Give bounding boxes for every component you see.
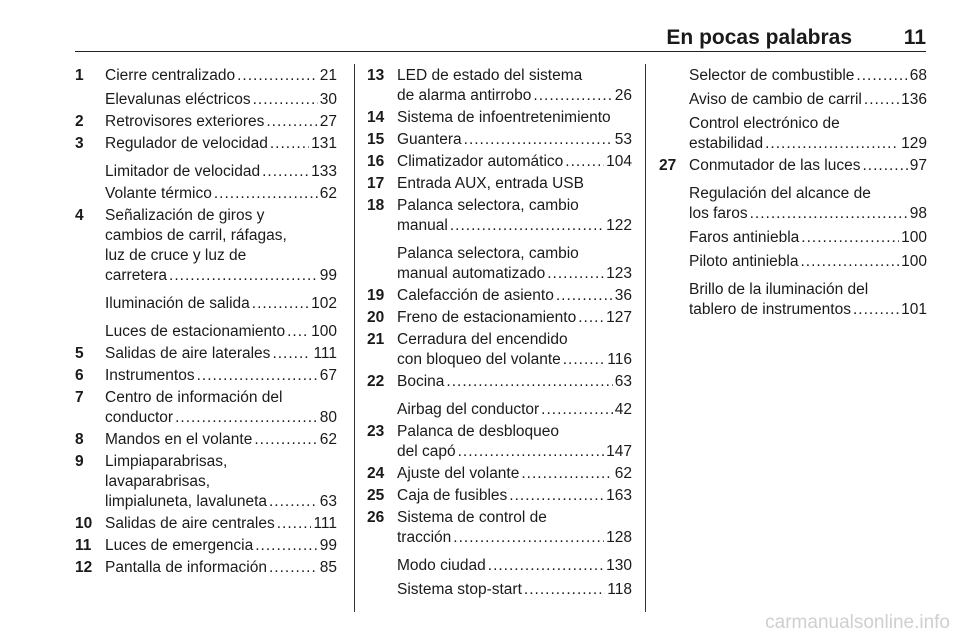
item-number: 5 bbox=[75, 345, 84, 362]
entry-label: estabilidad bbox=[689, 135, 764, 152]
entry-label: tracción bbox=[397, 529, 452, 546]
page-reference[interactable]: 68 bbox=[909, 67, 927, 84]
item-number: 9 bbox=[75, 453, 84, 470]
index-column-1 bbox=[75, 64, 337, 578]
index-entry[interactable] bbox=[367, 556, 632, 576]
index-entry[interactable] bbox=[75, 294, 337, 314]
entry-label: del capó bbox=[397, 443, 456, 460]
index-entry[interactable] bbox=[659, 280, 927, 320]
entry-label: Bocina bbox=[397, 373, 445, 390]
index-entry[interactable] bbox=[75, 366, 337, 386]
entry-label: Guantera bbox=[397, 131, 462, 148]
dot-leader bbox=[533, 86, 612, 106]
page-reference[interactable]: 63 bbox=[614, 373, 632, 390]
page-reference[interactable]: 62 bbox=[319, 431, 337, 448]
dot-leader bbox=[197, 366, 318, 386]
index-entry[interactable] bbox=[75, 206, 337, 286]
item-number: 13 bbox=[367, 67, 385, 84]
dot-leader bbox=[450, 216, 604, 236]
page-reference[interactable]: 111 bbox=[313, 515, 337, 532]
dot-leader bbox=[800, 252, 899, 272]
item-number: 18 bbox=[367, 197, 385, 214]
index-entry[interactable] bbox=[367, 508, 632, 548]
dot-leader bbox=[277, 514, 312, 534]
dot-leader bbox=[262, 162, 309, 182]
page-reference[interactable]: 30 bbox=[319, 91, 337, 108]
page-reference[interactable]: 123 bbox=[606, 265, 632, 282]
dot-leader bbox=[765, 134, 899, 154]
item-number: 21 bbox=[367, 331, 385, 348]
entry-label: Climatizador automático bbox=[397, 153, 564, 170]
page-reference[interactable]: 111 bbox=[313, 345, 337, 362]
index-entry[interactable] bbox=[659, 228, 927, 248]
entry-label: Sistema de control de bbox=[397, 509, 547, 526]
page-reference[interactable]: 122 bbox=[606, 217, 632, 234]
entry-label: Faros antiniebla bbox=[689, 229, 800, 246]
entry-label: Freno de estacionamiento bbox=[397, 309, 577, 326]
entry-label: Piloto antiniebla bbox=[689, 253, 799, 270]
entry-label: Sistema de infoentretenimiento bbox=[397, 109, 611, 126]
dot-leader bbox=[524, 580, 605, 600]
dot-leader bbox=[464, 130, 613, 150]
page-reference[interactable]: 21 bbox=[319, 67, 337, 84]
dot-leader bbox=[541, 400, 613, 420]
item-number: 6 bbox=[75, 367, 84, 384]
page-reference[interactable]: 98 bbox=[909, 205, 927, 222]
entry-label: Conmutador de las luces bbox=[689, 157, 861, 174]
page-reference[interactable]: 99 bbox=[319, 537, 337, 554]
entry-label: Airbag del conductor bbox=[397, 401, 540, 418]
dot-leader bbox=[266, 112, 317, 132]
item-number: 11 bbox=[75, 537, 92, 554]
index-entry[interactable] bbox=[367, 286, 632, 306]
page-reference[interactable]: 36 bbox=[614, 287, 632, 304]
item-number: 8 bbox=[75, 431, 84, 448]
index-column-2 bbox=[367, 64, 632, 600]
index-entry[interactable] bbox=[75, 558, 337, 578]
page-reference[interactable]: 85 bbox=[319, 559, 337, 576]
page-reference[interactable]: 42 bbox=[614, 401, 632, 418]
dot-leader bbox=[801, 228, 899, 248]
index-entry[interactable] bbox=[367, 330, 632, 370]
item-number: 16 bbox=[367, 153, 385, 170]
index-entry[interactable] bbox=[367, 400, 632, 420]
dot-leader bbox=[864, 90, 899, 110]
index-column-3 bbox=[659, 64, 927, 320]
entry-label: conductor bbox=[105, 409, 174, 426]
item-number: 3 bbox=[75, 135, 84, 152]
dot-leader bbox=[169, 266, 318, 286]
entry-label: Caja de fusibles bbox=[397, 487, 508, 504]
index-entry[interactable] bbox=[367, 130, 632, 150]
dot-leader bbox=[563, 350, 606, 370]
entry-label: Pantalla de información bbox=[105, 559, 267, 576]
index-entry[interactable] bbox=[367, 580, 632, 600]
entry-label: manual bbox=[397, 217, 448, 234]
entry-label: Limpiaparabrisas, bbox=[105, 453, 228, 470]
index-entry[interactable] bbox=[75, 430, 337, 450]
page-reference[interactable]: 27 bbox=[319, 113, 337, 130]
page-reference[interactable]: 53 bbox=[614, 131, 632, 148]
index-entry[interactable] bbox=[367, 66, 632, 106]
dot-leader bbox=[254, 430, 317, 450]
dot-leader bbox=[255, 536, 318, 556]
dot-leader bbox=[446, 372, 612, 392]
dot-leader bbox=[856, 66, 907, 86]
entry-label: Salidas de aire laterales bbox=[105, 345, 271, 362]
entry-label: Brillo de la iluminación del bbox=[689, 281, 869, 298]
page-number: 11 bbox=[903, 26, 926, 49]
page-reference[interactable]: 128 bbox=[606, 529, 632, 546]
entry-label: Regulador de velocidad bbox=[105, 135, 268, 152]
entry-label: Instrumentos bbox=[105, 367, 195, 384]
index-entry[interactable] bbox=[367, 308, 632, 328]
index-entry[interactable] bbox=[367, 152, 632, 172]
column-divider bbox=[354, 64, 355, 612]
item-number: 7 bbox=[75, 389, 84, 406]
item-number: 2 bbox=[75, 113, 84, 130]
dot-leader bbox=[269, 558, 318, 578]
entry-label: luz de cruce y luz de bbox=[105, 247, 247, 264]
index-entry[interactable] bbox=[659, 156, 927, 176]
index-entry[interactable] bbox=[75, 90, 337, 110]
item-number: 26 bbox=[367, 509, 385, 526]
entry-label: Limitador de velocidad bbox=[105, 163, 261, 180]
page-reference[interactable]: 26 bbox=[614, 87, 632, 104]
dot-leader bbox=[565, 152, 604, 172]
index-entry[interactable] bbox=[659, 252, 927, 272]
index-entry[interactable] bbox=[367, 108, 632, 128]
index-entry[interactable] bbox=[659, 90, 927, 110]
entry-label: tablero de instrumentos bbox=[689, 301, 851, 318]
entry-label: Palanca selectora, cambio bbox=[397, 245, 579, 262]
index-entry[interactable] bbox=[367, 174, 632, 194]
page-reference[interactable]: 104 bbox=[606, 153, 632, 170]
dot-leader bbox=[237, 66, 318, 86]
dot-leader bbox=[269, 492, 318, 512]
entry-label: Selector de combustible bbox=[689, 67, 855, 84]
dot-leader bbox=[509, 486, 604, 506]
entry-label: Iluminación de salida bbox=[105, 295, 250, 312]
page-title: En pocas palabras bbox=[666, 26, 852, 49]
dot-leader bbox=[253, 90, 318, 110]
dot-leader bbox=[547, 264, 604, 284]
dot-leader bbox=[272, 344, 311, 364]
entry-label: Mandos en el volante bbox=[105, 431, 253, 448]
dot-leader bbox=[214, 184, 318, 204]
item-number: 4 bbox=[75, 207, 84, 224]
index-entry[interactable] bbox=[367, 486, 632, 506]
entry-label: Regulación del alcance de bbox=[689, 185, 871, 202]
entry-label: Volante térmico bbox=[105, 185, 212, 202]
entry-label: Modo ciudad bbox=[397, 557, 486, 574]
index-entry[interactable] bbox=[659, 114, 927, 154]
page-reference[interactable]: 102 bbox=[311, 295, 337, 312]
dot-leader bbox=[458, 442, 605, 462]
index-entry[interactable] bbox=[75, 388, 337, 428]
page-reference[interactable]: 116 bbox=[607, 351, 632, 368]
page-reference[interactable]: 80 bbox=[319, 409, 337, 426]
page-reference[interactable]: 62 bbox=[614, 465, 632, 482]
page-reference[interactable]: 129 bbox=[901, 135, 927, 152]
page-reference[interactable]: 136 bbox=[901, 91, 927, 108]
entry-label: Cierre centralizado bbox=[105, 67, 236, 84]
index-entry[interactable] bbox=[75, 134, 337, 154]
entry-label: cambios de carril, ráfagas, bbox=[105, 227, 287, 244]
page-reference[interactable]: 163 bbox=[606, 487, 632, 504]
page-reference[interactable]: 131 bbox=[311, 135, 337, 152]
entry-label: Señalización de giros y bbox=[105, 207, 265, 224]
entry-label: Elevalunas eléctricos bbox=[105, 91, 251, 108]
item-number: 19 bbox=[367, 287, 385, 304]
header-rule bbox=[75, 51, 926, 52]
item-number: 12 bbox=[75, 559, 93, 576]
dot-leader bbox=[521, 464, 612, 484]
entry-label: lavaparabrisas, bbox=[105, 473, 211, 490]
entry-label: Sistema stop-start bbox=[397, 581, 522, 598]
dot-leader bbox=[252, 294, 309, 314]
watermark: carmanualsonline.info bbox=[765, 612, 950, 633]
index-entry[interactable] bbox=[75, 514, 337, 534]
dot-leader bbox=[488, 556, 604, 576]
page-header bbox=[0, 0, 960, 52]
page-reference[interactable]: 127 bbox=[606, 309, 632, 326]
item-number: 1 bbox=[75, 67, 84, 84]
dot-leader bbox=[556, 286, 613, 306]
index-entry[interactable] bbox=[367, 422, 632, 462]
dot-leader bbox=[175, 408, 318, 428]
entry-label: limpialuneta, lavaluneta bbox=[105, 493, 267, 510]
index-entry[interactable] bbox=[659, 184, 927, 224]
dot-leader bbox=[862, 156, 907, 176]
entry-label: Palanca de desbloqueo bbox=[397, 423, 560, 440]
entry-label: Retrovisores exteriores bbox=[105, 113, 265, 130]
page-reference[interactable]: 100 bbox=[311, 323, 337, 340]
dot-leader bbox=[578, 308, 604, 328]
entry-label: con bloqueo del volante bbox=[397, 351, 561, 368]
item-number: 23 bbox=[367, 423, 385, 440]
entry-label: Control electrónico de bbox=[689, 115, 840, 132]
entry-label: Calefacción de asiento bbox=[397, 287, 554, 304]
index-entry[interactable] bbox=[367, 244, 632, 284]
item-number: 10 bbox=[75, 515, 93, 532]
entry-label: Luces de emergencia bbox=[105, 537, 254, 554]
index-entry[interactable] bbox=[367, 464, 632, 484]
item-number: 17 bbox=[367, 175, 385, 192]
page-reference[interactable]: 67 bbox=[319, 367, 337, 384]
page-reference[interactable]: 147 bbox=[606, 443, 632, 460]
index-entry[interactable] bbox=[75, 452, 337, 512]
entry-label: Cerradura del encendido bbox=[397, 331, 568, 348]
entry-label: carretera bbox=[105, 267, 168, 284]
dot-leader bbox=[270, 134, 309, 154]
item-number: 15 bbox=[367, 131, 385, 148]
page-reference[interactable]: 133 bbox=[311, 163, 337, 180]
page-reference[interactable]: 100 bbox=[901, 229, 927, 246]
page-reference[interactable]: 63 bbox=[319, 493, 337, 510]
index-entry[interactable] bbox=[75, 112, 337, 132]
entry-label: LED de estado del sistema bbox=[397, 67, 583, 84]
entry-label: de alarma antirrobo bbox=[397, 87, 532, 104]
index-entry[interactable] bbox=[75, 184, 337, 204]
entry-label: Luces de estacionamiento bbox=[105, 323, 286, 340]
dot-leader bbox=[853, 300, 899, 320]
page-reference[interactable]: 118 bbox=[607, 581, 632, 598]
page-reference[interactable]: 100 bbox=[901, 253, 927, 270]
item-number: 20 bbox=[367, 309, 385, 326]
item-number: 24 bbox=[367, 465, 385, 482]
column-divider bbox=[645, 64, 646, 612]
page-reference[interactable]: 62 bbox=[319, 185, 337, 202]
entry-label: Entrada AUX, entrada USB bbox=[397, 175, 584, 192]
entry-label: Aviso de cambio de carril bbox=[689, 91, 862, 108]
dot-leader bbox=[750, 204, 908, 224]
entry-label: Ajuste del volante bbox=[397, 465, 520, 482]
index-entry[interactable] bbox=[75, 344, 337, 364]
entry-label: Palanca selectora, cambio bbox=[397, 197, 579, 214]
entry-label: los faros bbox=[689, 205, 748, 222]
entry-label: Salidas de aire centrales bbox=[105, 515, 275, 532]
entry-label: manual automatizado bbox=[397, 265, 546, 282]
page-reference[interactable]: 130 bbox=[606, 557, 632, 574]
item-number: 27 bbox=[659, 157, 677, 174]
page-reference[interactable]: 97 bbox=[909, 157, 927, 174]
index-entry[interactable] bbox=[75, 162, 337, 182]
index-entry[interactable] bbox=[367, 196, 632, 236]
index-entry[interactable] bbox=[367, 372, 632, 392]
index-entry[interactable] bbox=[75, 536, 337, 556]
index-entry[interactable] bbox=[75, 66, 337, 86]
item-number: 14 bbox=[367, 109, 385, 126]
index-entry[interactable] bbox=[659, 66, 927, 86]
page-reference[interactable]: 99 bbox=[319, 267, 337, 284]
entry-label: Centro de información del bbox=[105, 389, 283, 406]
dot-leader bbox=[287, 322, 309, 342]
item-number: 25 bbox=[367, 487, 385, 504]
dot-leader bbox=[453, 528, 604, 548]
page-reference[interactable]: 101 bbox=[901, 301, 927, 318]
item-number: 22 bbox=[367, 373, 385, 390]
index-entry[interactable] bbox=[75, 322, 337, 342]
